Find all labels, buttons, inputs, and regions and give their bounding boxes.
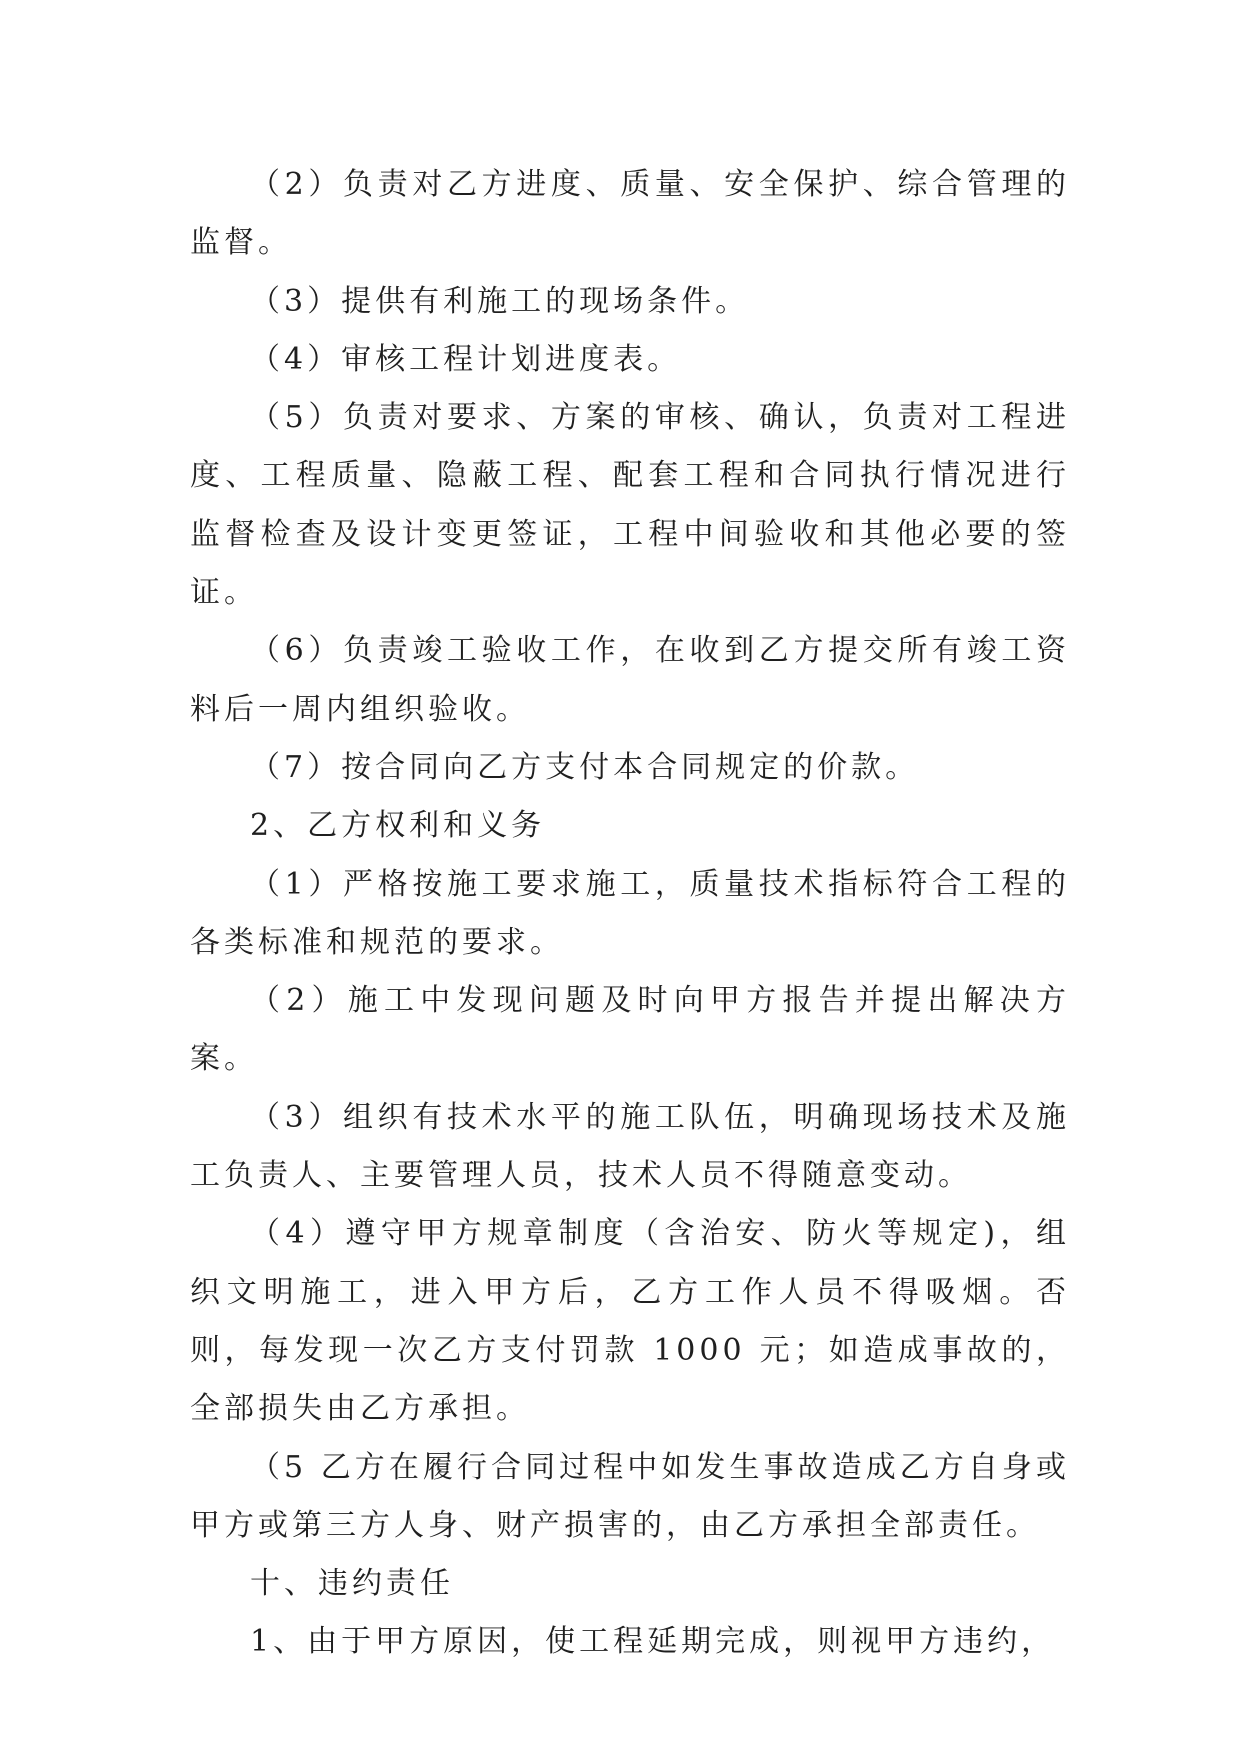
paragraph-party-b-duty-1: （1）严格按施工要求施工，质量技术指标符合工程的各类标准和规范的要求。	[190, 866, 1070, 960]
paragraph-party-b-duty-3: （3）组织有技术水平的施工队伍，明确现场技术及施工负责人、主要管理人员，技术人员不得随意变动。	[190, 1099, 1070, 1194]
paragraph-party-a-duty-2: （2）负责对乙方进度、质量、安全保护、综合管理的监督。	[190, 167, 1070, 261]
section-heading-liability: 十、违约责任	[250, 1566, 454, 1602]
paragraph-party-b-duty-5: （5 乙方在履行合同过程中如发生事故造成乙方自身或甲方或第三方人身、财产损害的，由乙方承担全部责任。	[190, 1449, 1070, 1543]
paragraph-party-a-duty-3: （3）提供有利施工的现场条件。	[250, 283, 750, 319]
paragraph-liability-1: 1、由于甲方原因，使工程延期完成，则视甲方违约，	[250, 1624, 1056, 1660]
paragraph-party-a-duty-4: （4）审核工程计划进度表。	[250, 341, 682, 377]
paragraph-party-a-duty-7: （7）按合同向乙方支付本合同规定的价款。	[250, 749, 920, 785]
section-heading-party-b: 2、乙方权利和义务	[250, 808, 546, 844]
paragraph-party-b-duty-2: （2）施工中发现问题及时向甲方报告并提出解决方案。	[190, 983, 1070, 1077]
paragraph-party-b-duty-4: （4）遵守甲方规章制度（含治安、防火等规定)，组织文明施工，进入甲方后，乙方工作人员不得吸烟。否则，每发现一次乙方支付罚款 1000 元；如造成事故的，全部损失由乙方承担。	[190, 1216, 1070, 1427]
paragraph-party-a-duty-5: （5）负责对要求、方案的审核、确认，负责对工程进度、工程质量、隐蔽工程、配套工程和合同执行情况进行监督检查及设计变更签证，工程中间验收和其他必要的签证。	[190, 400, 1070, 611]
paragraph-party-a-duty-6: （6）负责竣工验收工作，在收到乙方提交所有竣工资料后一周内组织验收。	[190, 633, 1070, 727]
document-body	[190, 156, 1070, 1672]
